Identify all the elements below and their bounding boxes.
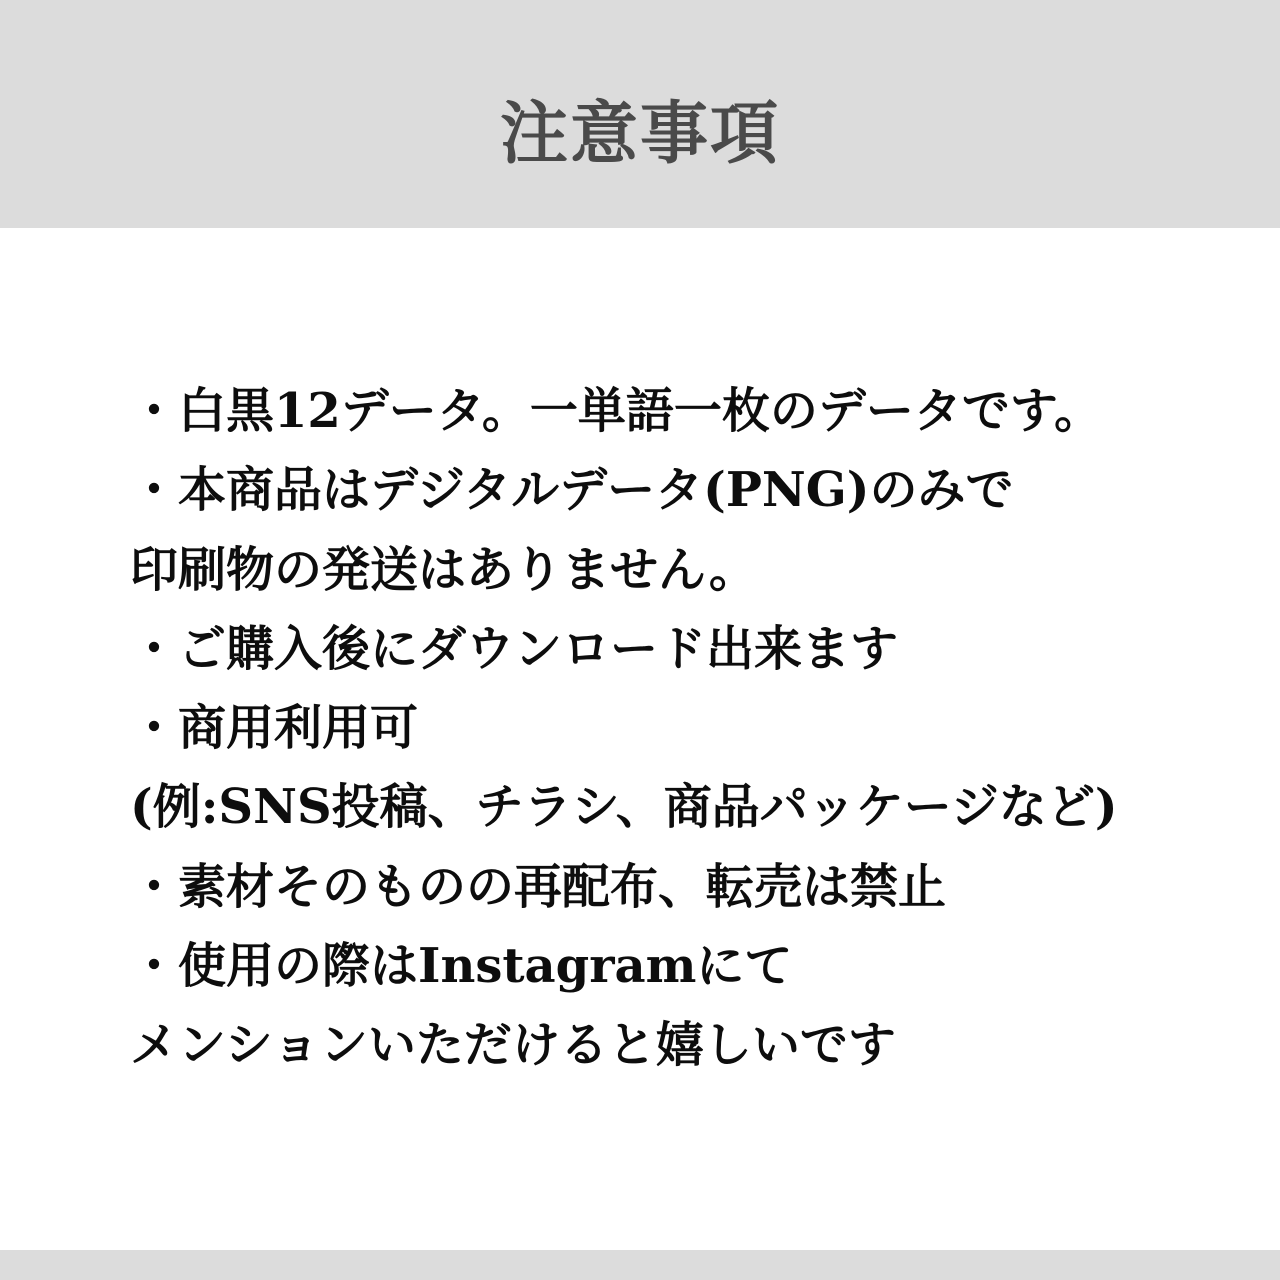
note-line: ・ご購入後にダウンロード出来ます	[130, 620, 899, 677]
page-title: 注意事項	[499, 94, 780, 174]
footer-band	[0, 1250, 1280, 1280]
note-line: 印刷物の発送はありません。	[130, 541, 757, 598]
note-line: ・使用の際はInstagramにて	[130, 938, 793, 995]
note-line: ・白黒12データ。一単語一枚のデータです。	[130, 383, 1103, 439]
header-band	[0, 0, 1280, 228]
note-line: ・本商品はデジタルデータ(PNG)のみで	[130, 462, 1014, 519]
note-line: メンションいただけると嬉しいです	[130, 1017, 896, 1074]
notes-list	[130, 372, 1170, 1086]
note-line: (例:SNS投稿、チラシ、商品パッケージなど)	[130, 779, 1118, 836]
note-line: ・素材そのものの再配布、転売は禁止	[130, 858, 947, 915]
note-line: ・商用利用可	[130, 700, 419, 757]
